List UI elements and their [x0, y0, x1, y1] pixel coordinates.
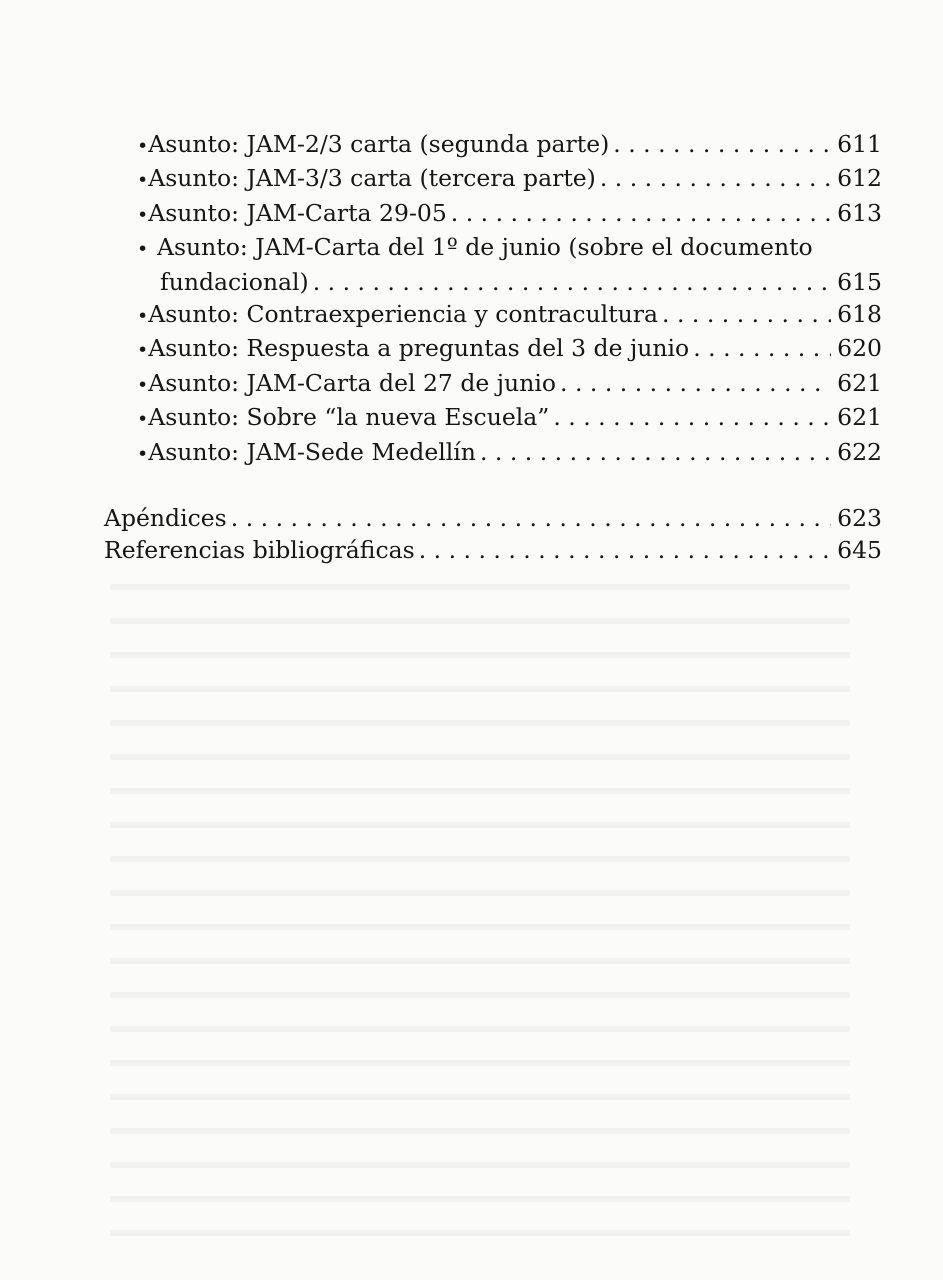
- toc-entry-page: 621: [837, 403, 882, 432]
- toc-entry-label: Asunto: JAM-Carta del 1º de junio (sobre el documento: [157, 233, 813, 262]
- bullet-icon: •: [137, 442, 149, 465]
- bullet-icon: •: [137, 373, 149, 396]
- toc-entry-label: Asunto: JAM-Sede Medellín: [148, 437, 476, 466]
- toc-entry: [104, 128, 882, 162]
- toc-section-label: Apéndices: [104, 504, 227, 533]
- toc-entry-continuation: [104, 266, 882, 298]
- section-spacer: [104, 470, 882, 502]
- toc-entry-page: 611: [837, 130, 882, 158]
- toc-entry-label: Asunto: JAM-3/3 carta (tercera parte): [148, 164, 596, 193]
- toc-entry: [104, 401, 882, 435]
- toc-entry-page: 618: [837, 300, 882, 329]
- bullet-icon: •: [137, 135, 149, 157]
- toc-entry-label: Asunto: JAM-Carta del 27 de junio: [148, 368, 556, 397]
- dot-leader: [560, 367, 831, 399]
- dot-leader: [613, 128, 831, 160]
- dot-leader: [313, 266, 831, 298]
- toc-section-page: 645: [837, 536, 882, 565]
- toc-entry-page: 612: [837, 164, 882, 193]
- toc-entry: [104, 298, 882, 332]
- toc-entry-label: Asunto: Contraexperiencia y contracultura: [148, 300, 659, 329]
- toc-entry-label: Asunto: JAM-2/3 carta (segunda parte): [148, 130, 610, 158]
- toc-entry-label: Asunto: Respuesta a preguntas del 3 de junio: [148, 334, 690, 363]
- toc-entry-first-line: [104, 231, 882, 265]
- bullet-icon: •: [137, 169, 149, 192]
- show-through-text: [110, 560, 850, 1260]
- toc-section-label: Referencias bibliográficas: [104, 536, 415, 565]
- bullet-icon: •: [137, 238, 149, 261]
- toc-entry: [104, 197, 882, 231]
- table-of-contents: [104, 128, 882, 567]
- toc-entry-label: fundacional): [160, 267, 309, 296]
- toc-section-appendices: [104, 502, 882, 534]
- bullet-icon: •: [137, 408, 149, 431]
- dot-leader: [600, 162, 831, 194]
- dot-leader: [553, 401, 831, 433]
- toc-entry: [104, 436, 882, 470]
- toc-entry: [104, 367, 882, 401]
- toc-entry-page: 620: [837, 334, 882, 363]
- toc-entry-label: Asunto: Sobre “la nueva Escuela”: [148, 403, 550, 432]
- bullet-icon: •: [137, 305, 149, 328]
- toc-entry: [104, 332, 882, 366]
- toc-entry-page: 621: [837, 368, 882, 397]
- dot-leader: [231, 502, 831, 534]
- toc-entry: [104, 162, 882, 196]
- dot-leader: [451, 197, 831, 229]
- dot-leader: [693, 332, 831, 364]
- toc-entry-page: 622: [837, 437, 882, 466]
- dot-leader: [419, 534, 831, 566]
- bullet-icon: •: [137, 203, 149, 226]
- toc-entry-label: Asunto: JAM-Carta 29-05: [148, 198, 447, 227]
- toc-section-page: 623: [837, 504, 882, 533]
- toc-entry-page: 615: [837, 267, 882, 296]
- dot-leader: [662, 298, 831, 330]
- toc-entry-page: 613: [837, 198, 882, 227]
- dot-leader: [480, 436, 831, 468]
- toc-section-references: [104, 534, 882, 566]
- bullet-icon: •: [137, 339, 149, 362]
